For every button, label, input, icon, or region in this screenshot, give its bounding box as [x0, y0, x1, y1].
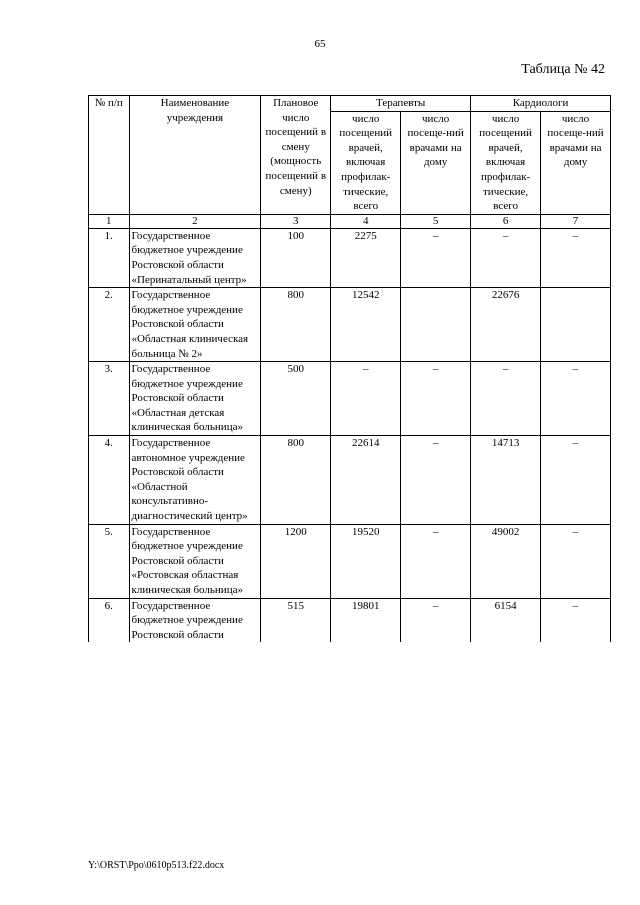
row-num: 4. — [89, 436, 130, 525]
row-card-home: – — [541, 436, 611, 525]
row-card-home: – — [541, 524, 611, 598]
row-card-total: 22676 — [471, 288, 541, 362]
page-number: 65 — [314, 38, 326, 50]
data-table — [88, 95, 611, 642]
row-name: Государственное автономное учреждение Ростовской области «Областной консультативно-диагностический центр» — [129, 436, 261, 525]
row-num: 1. — [89, 228, 130, 287]
row-ther-total: 19801 — [331, 598, 401, 642]
row-plan: 515 — [261, 598, 331, 642]
row-ther-total: 12542 — [331, 288, 401, 362]
row-ther-home — [401, 288, 471, 362]
header-card-home: число посеще-ний врачами на дому — [541, 111, 611, 214]
column-number: 2 — [129, 214, 261, 228]
row-ther-home: – — [401, 228, 471, 287]
row-name: Государственное бюджетное учреждение Ростовской области «Областная клиническая больница № 2» — [129, 288, 261, 362]
row-ther-home: – — [401, 362, 471, 436]
row-ther-total: 2275 — [331, 228, 401, 287]
column-number-row — [89, 214, 611, 228]
row-plan: 500 — [261, 362, 331, 436]
table-row — [89, 288, 611, 362]
row-num: 6. — [89, 598, 130, 642]
row-name: Государственное бюджетное учреждение Ростовской области «Перинатальный центр» — [129, 228, 261, 287]
row-ther-home: – — [401, 598, 471, 642]
row-card-home — [541, 288, 611, 362]
header-ther-home: число посеще-ний врачами на дому — [401, 111, 471, 214]
row-ther-total: – — [331, 362, 401, 436]
table-caption: Таблица № 42 — [521, 62, 605, 77]
row-plan: 1200 — [261, 524, 331, 598]
row-card-home: – — [541, 362, 611, 436]
row-card-total: – — [471, 362, 541, 436]
row-ther-total: 22614 — [331, 436, 401, 525]
row-num: 2. — [89, 288, 130, 362]
table-row — [89, 598, 611, 642]
row-card-home: – — [541, 598, 611, 642]
header-cardiologists: Кардиологи — [471, 96, 611, 112]
header-therapists: Терапевты — [331, 96, 471, 112]
header-card-total: число посещений врачей, включая профилак-тические, всего — [471, 111, 541, 214]
column-number: 7 — [541, 214, 611, 228]
row-num: 3. — [89, 362, 130, 436]
row-name: Государственное бюджетное учреждение Ростовской области «Областная детская клиническая больница» — [129, 362, 261, 436]
footer-file-path: Y:\ORST\Ppo\0610p513.f22.docx — [88, 860, 225, 871]
row-card-total: 14713 — [471, 436, 541, 525]
column-number: 1 — [89, 214, 130, 228]
table-row — [89, 228, 611, 287]
row-ther-home: – — [401, 524, 471, 598]
table-row — [89, 524, 611, 598]
row-name: Государственное бюджетное учреждение Ростовской области — [129, 598, 261, 642]
column-number: 4 — [331, 214, 401, 228]
row-card-total: – — [471, 228, 541, 287]
row-name: Государственное бюджетное учреждение Ростовской области «Ростовская областная клиническая больница» — [129, 524, 261, 598]
row-card-home: – — [541, 228, 611, 287]
row-plan: 800 — [261, 436, 331, 525]
column-number: 6 — [471, 214, 541, 228]
row-ther-total: 19520 — [331, 524, 401, 598]
column-number: 5 — [401, 214, 471, 228]
row-num: 5. — [89, 524, 130, 598]
row-ther-home: – — [401, 436, 471, 525]
header-name: Наименование учреждения — [129, 96, 261, 215]
row-plan: 800 — [261, 288, 331, 362]
column-number: 3 — [261, 214, 331, 228]
row-card-total: 49002 — [471, 524, 541, 598]
header-plan: Плановое число посещений в смену (мощность посещений в смену) — [261, 96, 331, 215]
header-num: № п/п — [89, 96, 130, 215]
row-card-total: 6154 — [471, 598, 541, 642]
table-row — [89, 362, 611, 436]
header-ther-total: число посещений врачей, включая профилак-тические, всего — [331, 111, 401, 214]
row-plan: 100 — [261, 228, 331, 287]
table-row — [89, 436, 611, 525]
